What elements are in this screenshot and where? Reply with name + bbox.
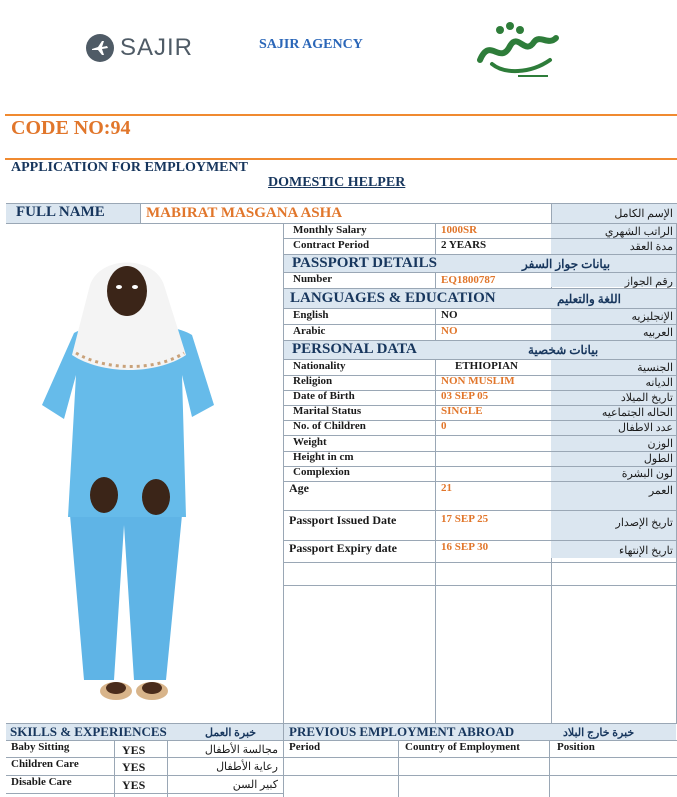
arabic-value: NO [441, 325, 458, 337]
passport-title-ar: بيانات جواز السفر [522, 257, 611, 271]
salary-label: Monthly Salary [293, 224, 367, 236]
col-period: Period [289, 741, 321, 753]
english-ar: الإنجليزيه [631, 311, 673, 323]
issued-value: 17 SEP 25 [441, 513, 489, 525]
arabic-ar: العربيه [642, 327, 673, 339]
personal-row-value: ETHIOPIAN [455, 360, 518, 372]
personal-row-ar: الديانه [645, 377, 673, 389]
personal-row-label: Height in cm [293, 451, 354, 463]
contract-ar: مدة العقد [629, 241, 673, 253]
personal-row-ar: تاريخ الميلاد [620, 392, 673, 404]
personal-row-label: Date of Birth [293, 390, 355, 402]
personal-row-value: SINGLE [441, 405, 483, 417]
age-value: 21 [441, 482, 452, 494]
full-name-label: FULL NAME [16, 204, 105, 220]
top-divider [5, 114, 677, 116]
salary-value: 1000SR [441, 224, 478, 236]
languages-title-ar: اللغة والتعليم [557, 292, 621, 306]
personal-row-ar: لون البشرة [621, 468, 673, 480]
age-ar: العمر [648, 485, 673, 497]
full-name-ar: الإسم الكامل [614, 208, 673, 220]
issued-ar: تاريخ الإصدار [615, 517, 673, 529]
expiry-ar: تاريخ الإنتهاء [619, 545, 673, 557]
english-label: English [293, 309, 329, 321]
applicant-photo [6, 225, 282, 723]
skill-value: YES [122, 743, 146, 757]
application-title: APPLICATION FOR EMPLOYMENT [11, 160, 248, 175]
logo-text: SAJIR [120, 34, 194, 61]
airplane-icon [86, 34, 114, 62]
skill-ar: مجالسة الأطفال [204, 744, 278, 756]
skill-label: Children Care [11, 758, 79, 770]
passport-number-label: Number [293, 273, 333, 285]
skills-title: SKILLS & EXPERIENCES [10, 724, 167, 739]
personal-title-ar: بيانات شخصية [528, 343, 599, 357]
english-value: NO [441, 309, 458, 321]
arabic-calligraphy-logo [470, 16, 564, 82]
skill-label: Disable Care [11, 776, 72, 788]
personal-row-label: Nationality [293, 360, 346, 372]
personal-row-label: Religion [293, 375, 333, 387]
passport-title: PASSPORT DETAILS [292, 255, 437, 271]
contract-label: Contract Period [293, 239, 370, 251]
expiry-label: Passport Expiry date [289, 541, 397, 555]
personal-row-ar: الجنسية [637, 362, 673, 374]
passport-number-ar: رقم الجواز [624, 276, 673, 288]
personal-row-value: 0 [441, 420, 447, 432]
arabic-label: Arabic [293, 325, 326, 337]
personal-row-ar: الوزن [647, 438, 673, 450]
expiry-value: 16 SEP 30 [441, 541, 489, 553]
age-label: Age [289, 481, 309, 495]
contract-value: 2 YEARS [441, 239, 487, 251]
personal-title: PERSONAL DATA [292, 341, 417, 357]
languages-title: LANGUAGES & EDUCATION [290, 290, 496, 306]
issued-label: Passport Issued Date [289, 513, 397, 527]
application-subtitle: DOMESTIC HELPER [268, 175, 406, 190]
personal-row-value: NON MUSLIM [441, 375, 515, 387]
full-name-value: MABIRAT MASGANA ASHA [146, 205, 343, 221]
personal-row-label: No. of Children [293, 420, 366, 432]
skill-label: Baby Sitting [11, 741, 70, 753]
previous-title-ar: خبرة خارج البلاد [563, 727, 635, 739]
agency-name: SAJIR AGENCY [259, 37, 363, 52]
personal-row-value: 03 SEP 05 [441, 390, 489, 402]
col-country: Country of Employment [405, 741, 520, 753]
personal-row-label: Complexion [293, 466, 350, 478]
personal-row-ar: الحاله الجتماعيه [601, 407, 673, 419]
salary-ar: الراتب الشهري [604, 226, 673, 238]
passport-number-value: EQ1800787 [441, 274, 496, 286]
sajir-logo [86, 30, 193, 66]
personal-row-label: Marital Status [293, 405, 362, 417]
skill-ar: رعاية الأطفال [216, 761, 278, 773]
code-number: CODE NO:94 [11, 117, 131, 139]
previous-title: PREVIOUS EMPLOYMENT ABROAD [289, 724, 515, 739]
personal-row-label: Weight [293, 436, 327, 448]
col-position: Position [557, 741, 595, 753]
skills-title-ar: خبرة العمل [205, 727, 257, 739]
skill-ar: كبير السن [232, 779, 278, 791]
skill-value: YES [122, 760, 146, 774]
personal-row-ar: الطول [643, 453, 673, 465]
skill-value: YES [122, 778, 146, 792]
personal-row-ar: عدد الاطفال [618, 422, 673, 434]
